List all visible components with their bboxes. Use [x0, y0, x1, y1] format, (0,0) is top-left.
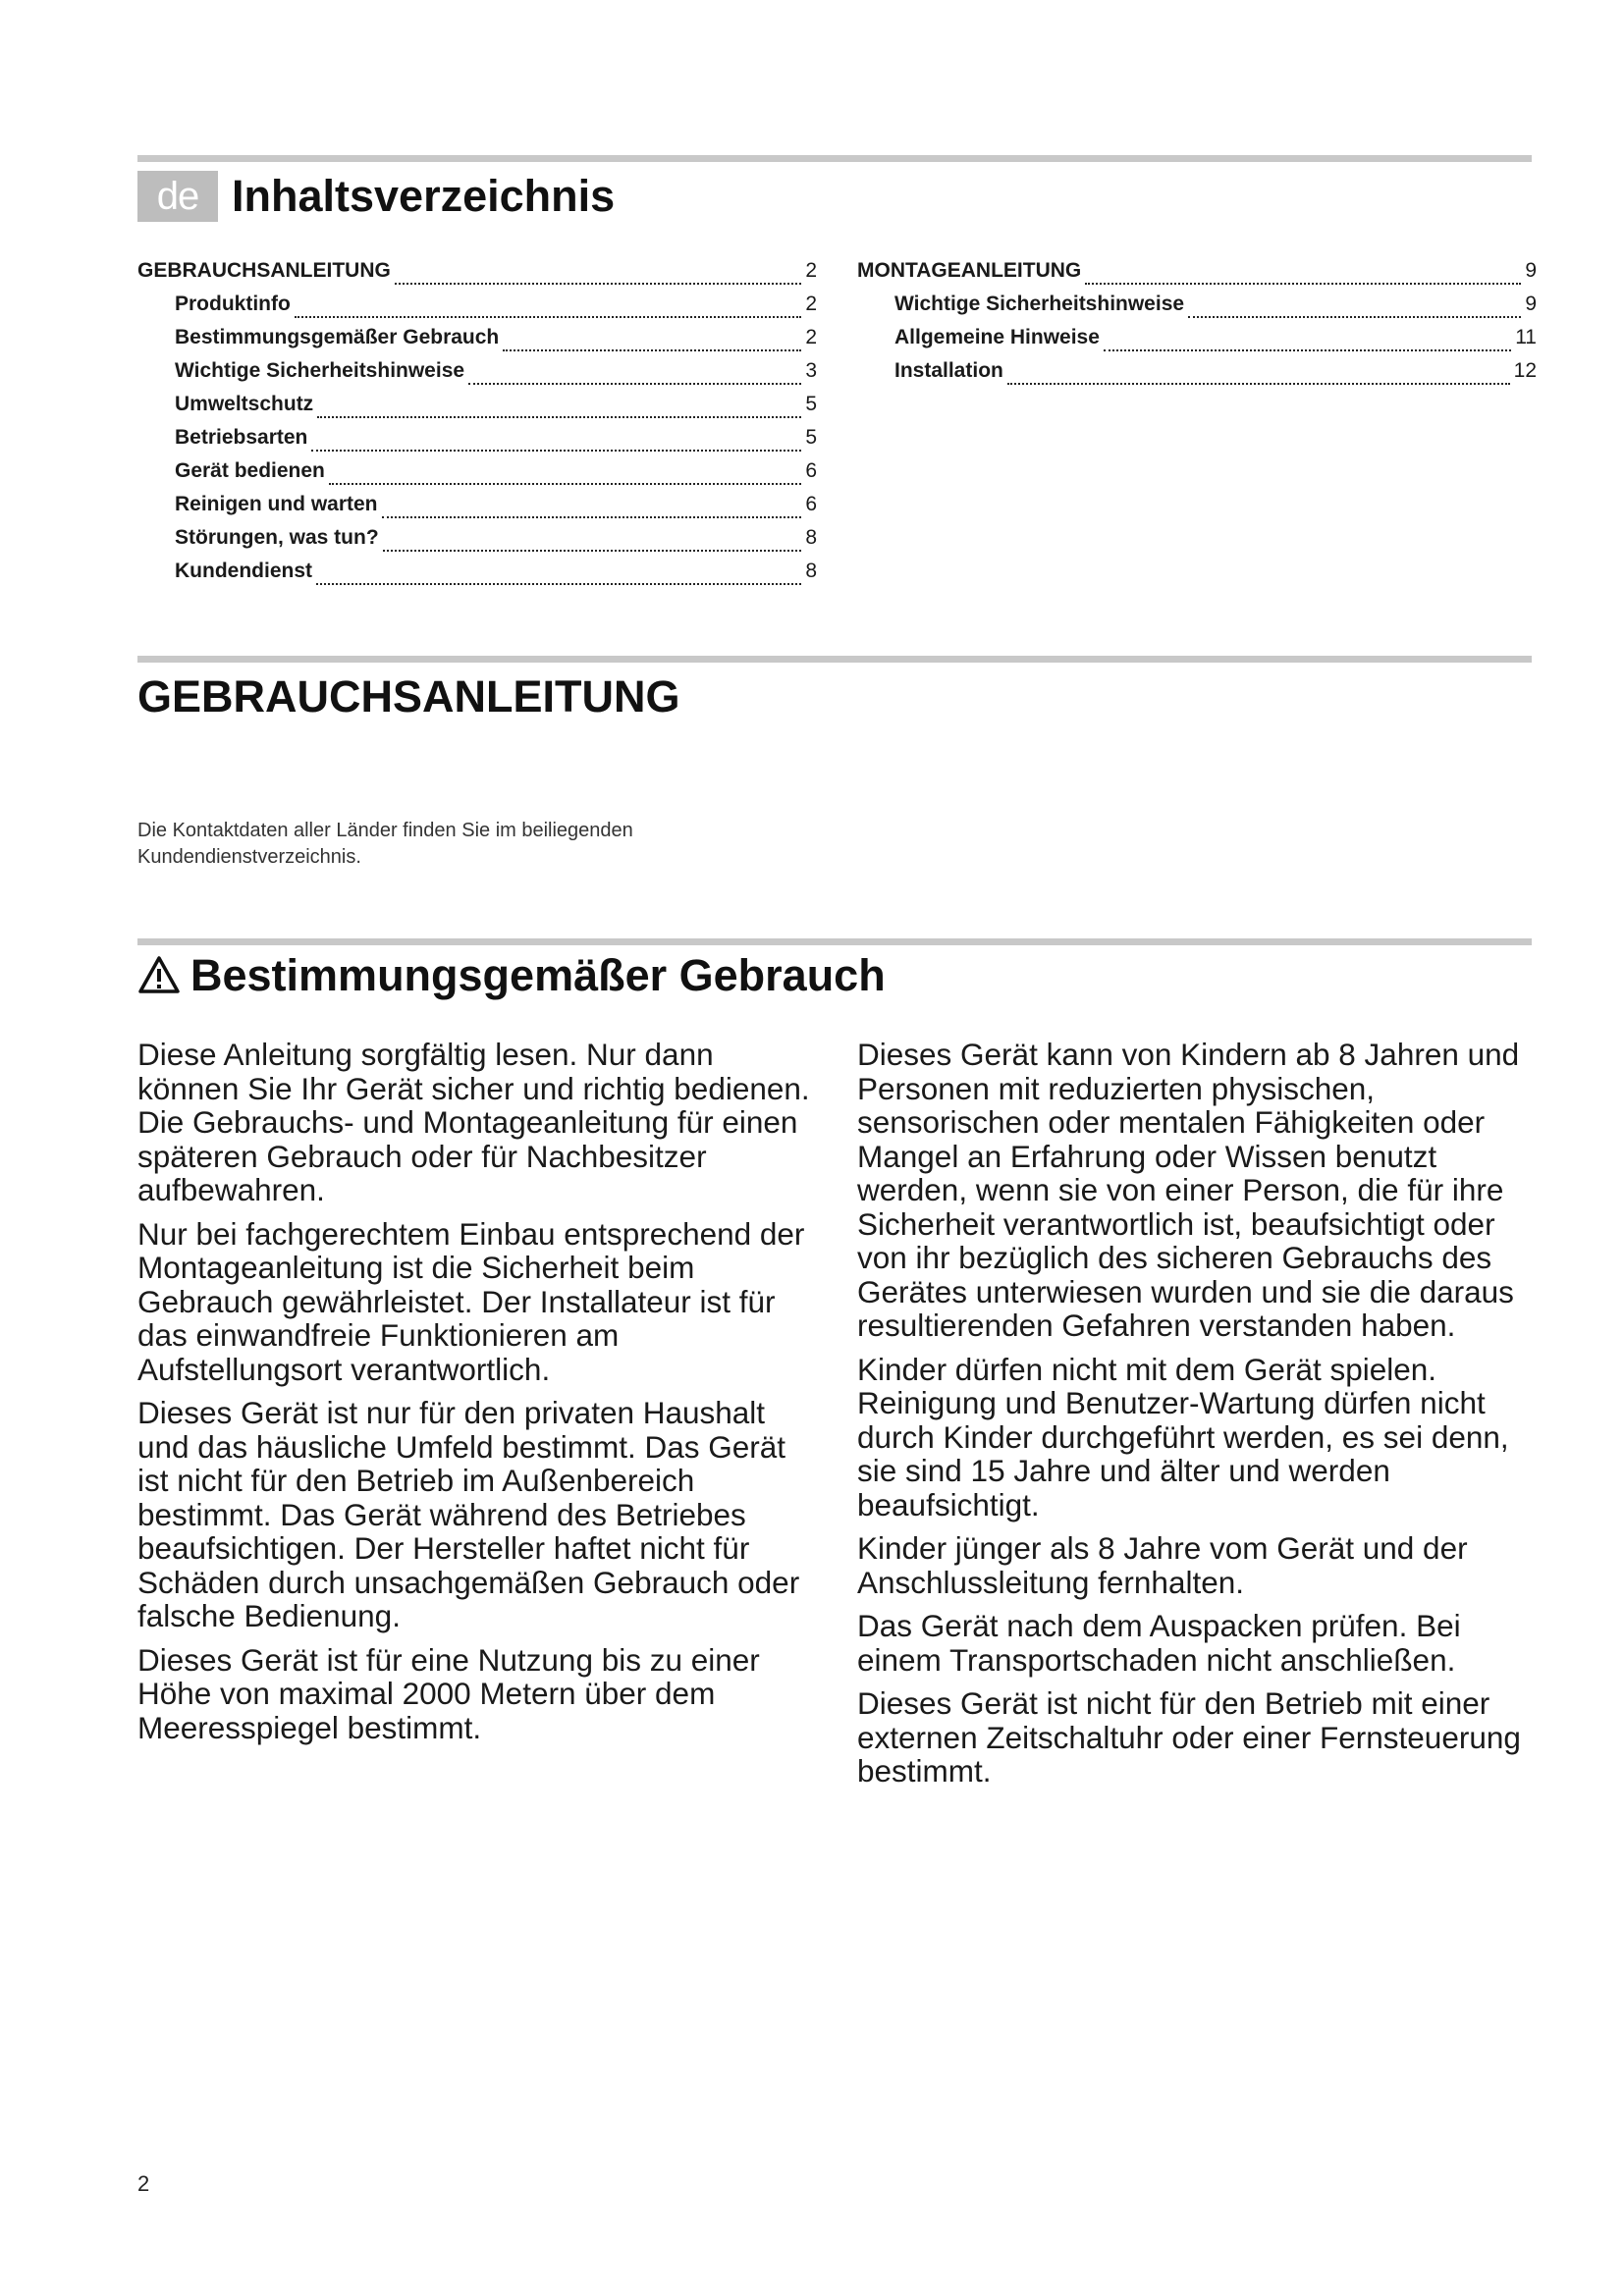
section2-rule — [137, 938, 1532, 945]
toc-entry-page: 6 — [805, 493, 817, 515]
toc-left-column — [137, 259, 817, 593]
body-paragraph: Nur bei fachgerechtem Einbau entsprechend der Montageanleitung ist die Sicherheit beim Gebrauch gewährleistet. Der Installateur ist für das einwandfreie Funktionieren am Aufstellungsort verantwortlich. — [137, 1215, 805, 1387]
toc-entry[interactable] — [137, 459, 817, 493]
toc-entry[interactable] — [137, 326, 817, 359]
toc-leader-dots — [311, 449, 801, 452]
page-number: 2 — [137, 2171, 150, 2196]
body-paragraph: Dieses Gerät ist nur für den privaten Haushalt und das häusliche Umfeld bestimmt. Das Gerät ist nicht für den Betrieb im Außenbereich bestimmt. Das Gerät während des Betriebes beaufsichtigen. Der Hersteller haftet nicht für Schäden durch unsachgemäßen Gebrauch oder falsche Bedienung. — [137, 1395, 800, 1633]
toc-leader-dots — [329, 482, 801, 485]
toc-leader-dots — [1104, 348, 1511, 351]
toc-entry-page: 5 — [805, 426, 817, 449]
toc-title: Inhaltsverzeichnis — [232, 171, 616, 221]
body-paragraph: Dieses Gerät ist für eine Nutzung bis zu einer Höhe von maximal 2000 Metern über dem Meeresspiegel bestimmt. — [137, 1641, 760, 1745]
toc-entry-page: 9 — [1525, 259, 1537, 282]
toc-entry-label: Wichtige Sicherheitshinweise — [175, 359, 465, 382]
toc-entry-label: Produktinfo — [175, 293, 291, 315]
toc-entry[interactable] — [857, 259, 1537, 293]
toc-entry-page: 11 — [1515, 326, 1537, 348]
toc-header — [137, 169, 615, 224]
toc-entry-page: 2 — [805, 293, 817, 315]
warning-icon — [137, 954, 181, 1005]
toc-entry-page: 8 — [805, 560, 817, 582]
section1-rule — [137, 656, 1532, 663]
toc-entry[interactable] — [137, 293, 817, 326]
toc-entry-label: Allgemeine Hinweise — [894, 326, 1100, 348]
toc-entry-label: Betriebsarten — [175, 426, 308, 449]
toc-right-column — [857, 259, 1537, 393]
toc-leader-dots — [468, 382, 801, 385]
toc-leader-dots — [295, 315, 801, 318]
toc-entry-page: 6 — [805, 459, 817, 482]
contact-note: Die Kontaktdaten aller Länder finden Sie im beiliegenden Kundendienstverzeichnis. — [137, 820, 633, 868]
toc-leader-dots — [1085, 282, 1521, 285]
toc-entry[interactable] — [137, 526, 817, 560]
body-right-column — [857, 1038, 1535, 1798]
body-paragraph: Kinder jünger als 8 Jahre vom Gerät und der Anschlussleitung fernhalten. — [857, 1530, 1468, 1600]
section2-heading — [137, 950, 886, 1005]
toc-entry[interactable] — [857, 326, 1537, 359]
toc-entry-page: 2 — [805, 326, 817, 348]
language-badge: de — [137, 171, 218, 222]
toc-entry-label: MONTAGEANLEITUNG — [857, 259, 1082, 282]
section1-title: GEBRAUCHSANLEITUNG — [137, 671, 680, 721]
toc-entry-label: GEBRAUCHSANLEITUNG — [137, 259, 391, 282]
toc-entry[interactable] — [137, 259, 817, 293]
toc-leader-dots — [395, 282, 801, 285]
toc-entry[interactable] — [137, 359, 817, 393]
body-paragraph: Dieses Gerät kann von Kindern ab 8 Jahren und Personen mit reduzierten physischen, sensorischen oder mentalen Fähigkeiten oder Mangel an Erfahrung oder Wissen benutzt werden, wenn sie von einer Person, die für ihre Sicherheit verantwortlich ist, beaufsichtigt oder von ihr bezüglich des sicheren Gebrauchs des Gerätes unterwiesen wurden und sie die daraus resultierenden Gefahren verstanden haben. — [857, 1037, 1520, 1343]
toc-leader-dots — [1188, 315, 1521, 318]
toc-leader-dots — [382, 515, 802, 518]
toc-entry-page: 3 — [805, 359, 817, 382]
toc-entry[interactable] — [137, 393, 817, 426]
toc-entry-page: 5 — [805, 393, 817, 415]
body-left-column — [137, 1038, 815, 1754]
toc-entry-label: Störungen, was tun? — [175, 526, 379, 549]
toc-entry-page: 9 — [1525, 293, 1537, 315]
toc-entry-label: Bestimmungsgemäßer Gebrauch — [175, 326, 500, 348]
toc-entry-label: Wichtige Sicherheitshinweise — [894, 293, 1185, 315]
toc-entry-label: Kundendienst — [175, 560, 312, 582]
toc-leader-dots — [317, 415, 801, 418]
toc-entry[interactable] — [857, 293, 1537, 326]
toc-leader-dots — [503, 348, 801, 351]
toc-entry-label: Reinigen und warten — [175, 493, 378, 515]
toc-entry[interactable] — [137, 560, 817, 593]
toc-entry-page: 8 — [805, 526, 817, 549]
body-paragraph: Diese Anleitung sorgfältig lesen. Nur dann können Sie Ihr Gerät sicher und richtig bedienen. Die Gebrauchs- und Montageanleitung für einen späteren Gebrauch oder für Nachbesitzer aufbewahren. — [137, 1037, 810, 1207]
toc-entry-page: 12 — [1513, 359, 1537, 382]
toc-entry[interactable] — [137, 426, 817, 459]
section2-title: Bestimmungsgemäßer Gebrauch — [190, 950, 886, 1000]
toc-entry-label: Installation — [894, 359, 1003, 382]
body-paragraph: Dieses Gerät ist nicht für den Betrieb mit einer externen Zeitschaltuhr oder einer Fernsteuerung bestimmt. — [857, 1685, 1521, 1789]
toc-entry[interactable] — [137, 493, 817, 526]
toc-leader-dots — [1007, 382, 1510, 385]
body-paragraph: Das Gerät nach dem Auspacken prüfen. Bei einem Transportschaden nicht anschließen. — [857, 1608, 1461, 1678]
toc-leader-dots — [383, 549, 802, 552]
toc-leader-dots — [316, 582, 801, 585]
toc-entry-label: Gerät bedienen — [175, 459, 325, 482]
top-rule — [137, 155, 1532, 162]
toc-entry-page: 2 — [805, 259, 817, 282]
toc-entry[interactable] — [857, 359, 1537, 393]
body-paragraph: Kinder dürfen nicht mit dem Gerät spielen. Reinigung und Benutzer-Wartung dürfen nicht durch Kinder durchgeführt werden, es sei denn, sie sind 15 Jahre und älter und werden beaufsichtigt. — [857, 1351, 1509, 1522]
toc-entry-label: Umweltschutz — [175, 393, 314, 415]
